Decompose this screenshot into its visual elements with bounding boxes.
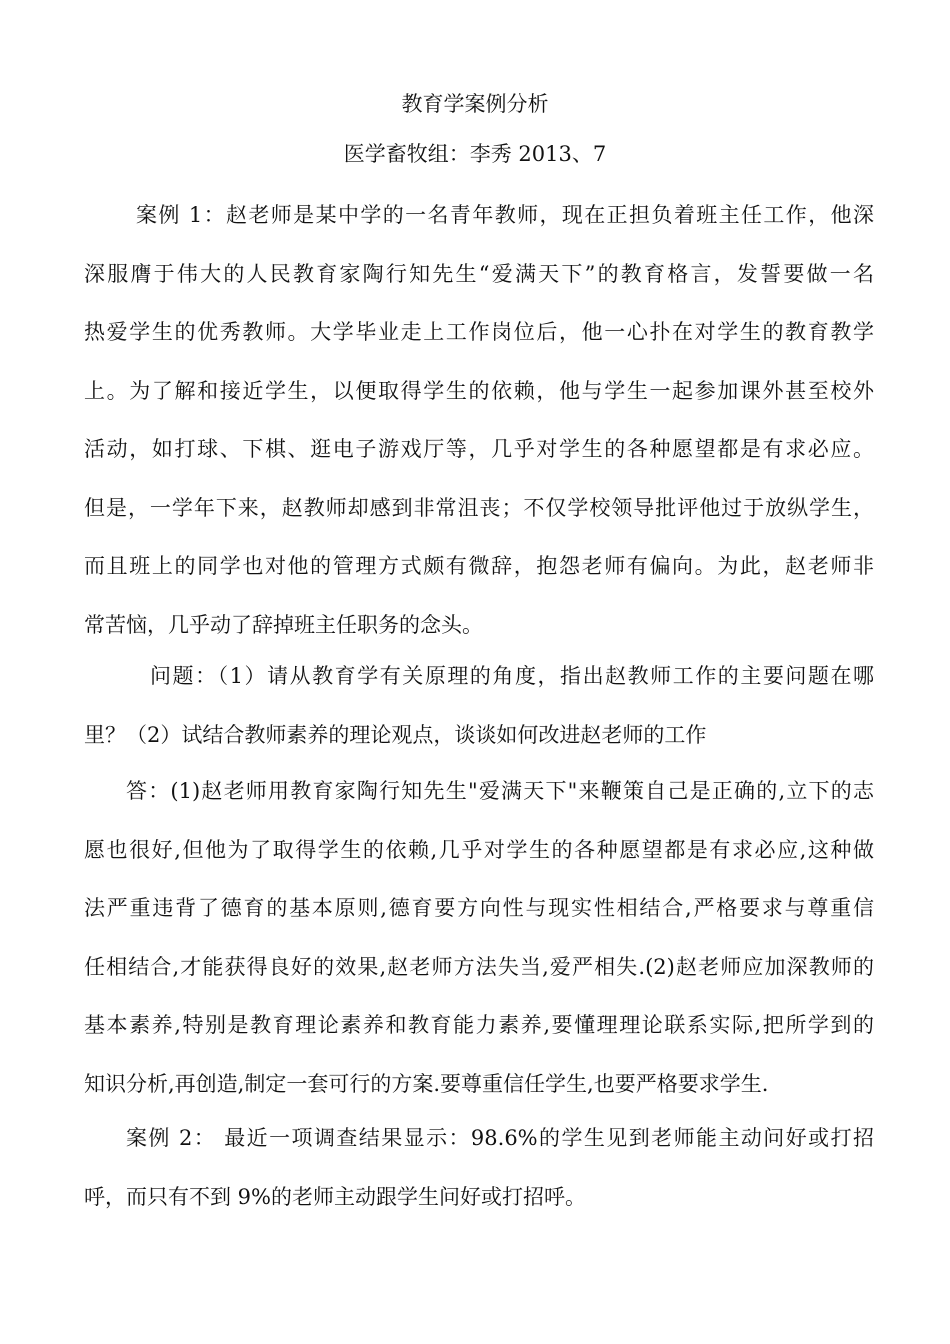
text-line: 知识分析,再创造,制定一套可行的方案.要尊重信任学生,也要严格要求学生. <box>84 1071 769 1096</box>
text-line: 而且班上的同学也对他的管理方式颇有微辞，抱怨老师有偏向。为此，赵老师非 <box>84 554 874 578</box>
case-1-paragraph <box>84 186 874 654</box>
text-line: 里？（2）试结合教师素养的理论观点，谈谈如何改进赵老师的工作 <box>84 722 707 747</box>
text-line: 但是，一学年下来，赵教师却感到非常沮丧；不仅学校领导批评他过于放纵学生， <box>84 495 874 520</box>
text-line: 深服膺于伟大的人民教育家陶行知先生“爱满天下”的教育格言，发誓要做一名 <box>84 261 874 286</box>
text-line: 法严重违背了德育的基本原则,德育要方向性与现实性相结合,严格要求与尊重信 <box>84 896 874 920</box>
answer-paragraph <box>84 762 874 1113</box>
text-line: 常苦恼，几乎动了辞掉班主任职务的念头。 <box>84 612 483 637</box>
text-line: 热爱学生的优秀教师。大学毕业走上工作岗位后，他一心扑在对学生的教育教学 <box>84 320 874 344</box>
text-line: 基本素养,特别是教育理论素养和教育能力素养,要懂理理论联系实际,把所学到的 <box>84 1013 874 1037</box>
text-line: 问题：（1）请从教育学有关原理的角度，指出赵教师工作的主要问题在哪 <box>150 664 874 688</box>
text-line: 活动，如打球、下棋、逛电子游戏厅等，几乎对学生的各种愿望都是有求必应。 <box>84 437 874 461</box>
text-line: 案例 2： 最近一项调查结果显示：98.6%的学生见到老师能主动问好或打招 <box>126 1126 874 1150</box>
text-line: 愿也很好,但他为了取得学生的依赖,几乎对学生的各种愿望都是有求必应,这种做 <box>84 837 874 862</box>
text-line: 任相结合,才能获得良好的效果,赵老师方法失当,爱严相失.(2)赵老师应加深教师的 <box>84 954 874 979</box>
question-paragraph <box>84 647 874 764</box>
document-title: 教育学案例分析 <box>401 92 549 116</box>
document-subtitle: 医学畜牧组：李秀 2013、7 <box>343 142 607 166</box>
text-line: 呼，而只有不到 9%的老师主动跟学生问好或打招呼。 <box>84 1184 586 1209</box>
text-line: 答：(1)赵老师用教育家陶行知先生"爱满天下"来鞭策自己是正确的,立下的志 <box>126 779 874 803</box>
case-2-paragraph <box>84 1109 874 1226</box>
text-line: 案例 1：赵老师是某中学的一名青年教师，现在正担负着班主任工作，他深 <box>136 203 874 227</box>
text-line: 上。为了解和接近学生，以便取得学生的依赖，他与学生一起参加课外甚至校外 <box>84 378 874 403</box>
